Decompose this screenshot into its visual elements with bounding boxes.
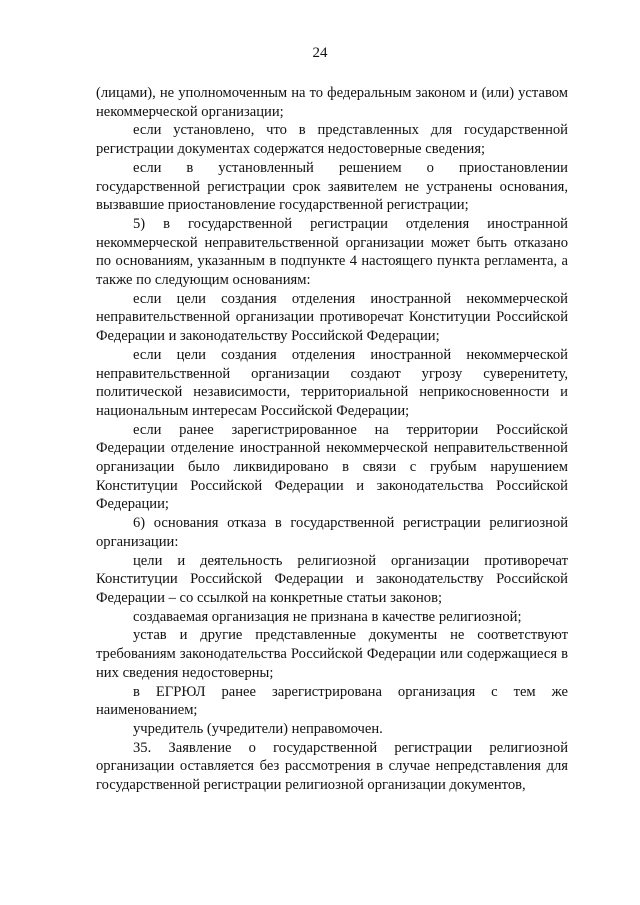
paragraph: если установлено, что в представленных для государственной регистрации документах содержатся недостоверные сведения;	[96, 122, 568, 158]
paragraph-continuation: (лицами), не уполномоченным на то федеральным законом и (или) уставом некоммерческой организации;	[96, 85, 568, 120]
paragraph: устав и другие представленные документы не соответствуют требованиям законодательства Российской Федерации или содержащиеся в них сведения недостоверны;	[96, 627, 568, 681]
paragraph: создаваемая организация не признана в качестве религиозной;	[133, 608, 522, 625]
paragraph: цели и деятельность религиозной организации противоречат Конституции Российской Федерации и законодательству Российской Федерации – со ссылкой на конкретные статьи законов;	[96, 552, 568, 606]
page-number: 24	[312, 45, 328, 61]
paragraph-item-6: 6) основания отказа в государственной регистрации религиозной организации:	[96, 515, 568, 550]
paragraph: учредитель (учредители) неправомочен.	[133, 720, 383, 737]
paragraph: если цели создания отделения иностранной некоммерческой неправительственной организации создают угрозу суверенитету, политической независимости, территориальной неприкосновенности и национальным интересам Российской Федерации;	[96, 346, 568, 419]
paragraph: если ранее зарегистрированное на территории Российской Федерации отделение иностранной некоммерческой неправительственной организации было ликвидировано в связи с грубым нарушением Конституции Российской Федерации и законодательства Российской Федерации;	[96, 421, 568, 513]
paragraph-item-5: 5) в государственной регистрации отделения иностранной некоммерческой неправительственной организации может быть отказано по основаниям, указанным в подпункте 4 настоящего пункта регламента, а также по следующим основаниям:	[96, 215, 568, 289]
paragraph: если цели создания отделения иностранной некоммерческой неправительственной организации противоречат Конституции Российской Федерации и законодательству Российской Федерации;	[96, 290, 568, 345]
document-text-body	[96, 84, 568, 795]
paragraph-clause-35: 35. Заявление о государственной регистрации религиозной организации оставляется без рассмотрения в случае непредставления для государственной регистрации религиозной организации документов,	[96, 739, 568, 794]
paragraph: в ЕГРЮЛ ранее зарегистрирована организация с тем же наименованием;	[96, 683, 568, 719]
paragraph: если в установленный решением о приостановлении государственной регистрации срок заявителем не устранены основания, вызвавшие приостановление государственной регистрации;	[96, 159, 568, 214]
